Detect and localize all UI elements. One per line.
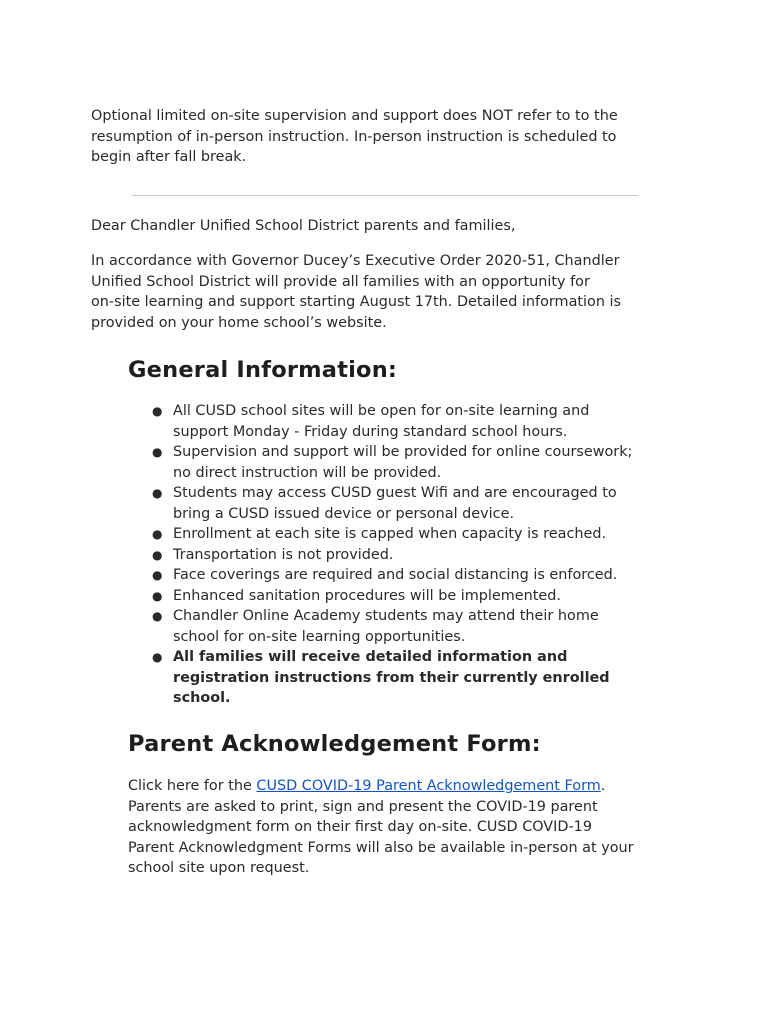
bullet-icon: ● [152,588,163,603]
general-information-heading: General Information: [128,357,398,383]
bullet-icon: ● [152,609,163,623]
list-item: ● Face coverings are required and social distancing is enforced. [152,565,652,586]
ack-line: Parent Acknowledgment Forms will also be available in-person at your [128,839,634,856]
ack-line: Parents are asked to print, sign and present the COVID-19 parent [128,798,598,815]
bullet-icon: ● [152,445,163,459]
list-item: ● All CUSD school sites will be open for on-site learning and support Monday - Friday during standard school hours. [152,403,590,440]
intro-line: provided on your home school’s website. [91,314,387,331]
list-item: ● Chandler Online Academy students may attend their home school for on-site learning opportunities. [152,608,599,645]
bullet-icon: ● [152,527,163,541]
bullet-icon: ● [152,650,163,664]
horizontal-divider [132,195,638,196]
acknowledgement-paragraph [128,776,650,879]
notice-line: resumption of in-person instruction. In-person instruction is scheduled to [91,128,617,145]
ack-prefix: Click here for the [128,778,257,794]
notice-line: Optional limited on-site supervision and support does NOT refer to to the [91,108,618,124]
notice-line: begin after fall break. [91,149,247,165]
bullet-icon: ● [152,404,163,418]
intro-paragraph [91,251,646,333]
intro-line: Unified School District will provide all families with an opportunity for [91,273,590,290]
bullet-icon: ● [152,547,163,562]
intro-line: on-site learning and support starting August 17th. Detailed information is [91,294,622,310]
list-item: ● Supervision and support will be provided for online coursework; no direct instruction will be provided. [152,444,633,481]
ack-line: acknowledgment form on their first day on-site. CUSD COVID-19 [128,819,592,835]
notice-paragraph [91,106,651,168]
general-information-list [152,401,652,709]
acknowledgement-form-link[interactable]: CUSD COVID-19 Parent Acknowledgement Form [256,778,601,794]
greeting: Dear Chandler Unified School District parents and families, [91,218,516,234]
list-item: ● Transportation is not provided. [152,545,652,566]
parent-acknowledgement-heading: Parent Acknowledgement Form: [128,731,541,757]
list-item: ● Enhanced sanitation procedures will be implemented. [152,586,652,607]
list-item: ● Students may access CUSD guest Wifi and are encouraged to bring a CUSD issued device or personal device. [152,485,617,522]
list-item-emphasized: ● All families will receive detailed information and registration instructions from their currently enrolled school. [152,649,610,706]
ack-suffix: . [600,778,606,794]
ack-line: school site upon request. [128,860,310,876]
list-item: ● Enrollment at each site is capped when capacity is reached. [152,524,652,545]
intro-line: In accordance with Governor Ducey’s Executive Order 2020-51, Chandler [91,253,620,269]
bullet-icon: ● [152,568,163,582]
bullet-icon: ● [152,486,163,500]
